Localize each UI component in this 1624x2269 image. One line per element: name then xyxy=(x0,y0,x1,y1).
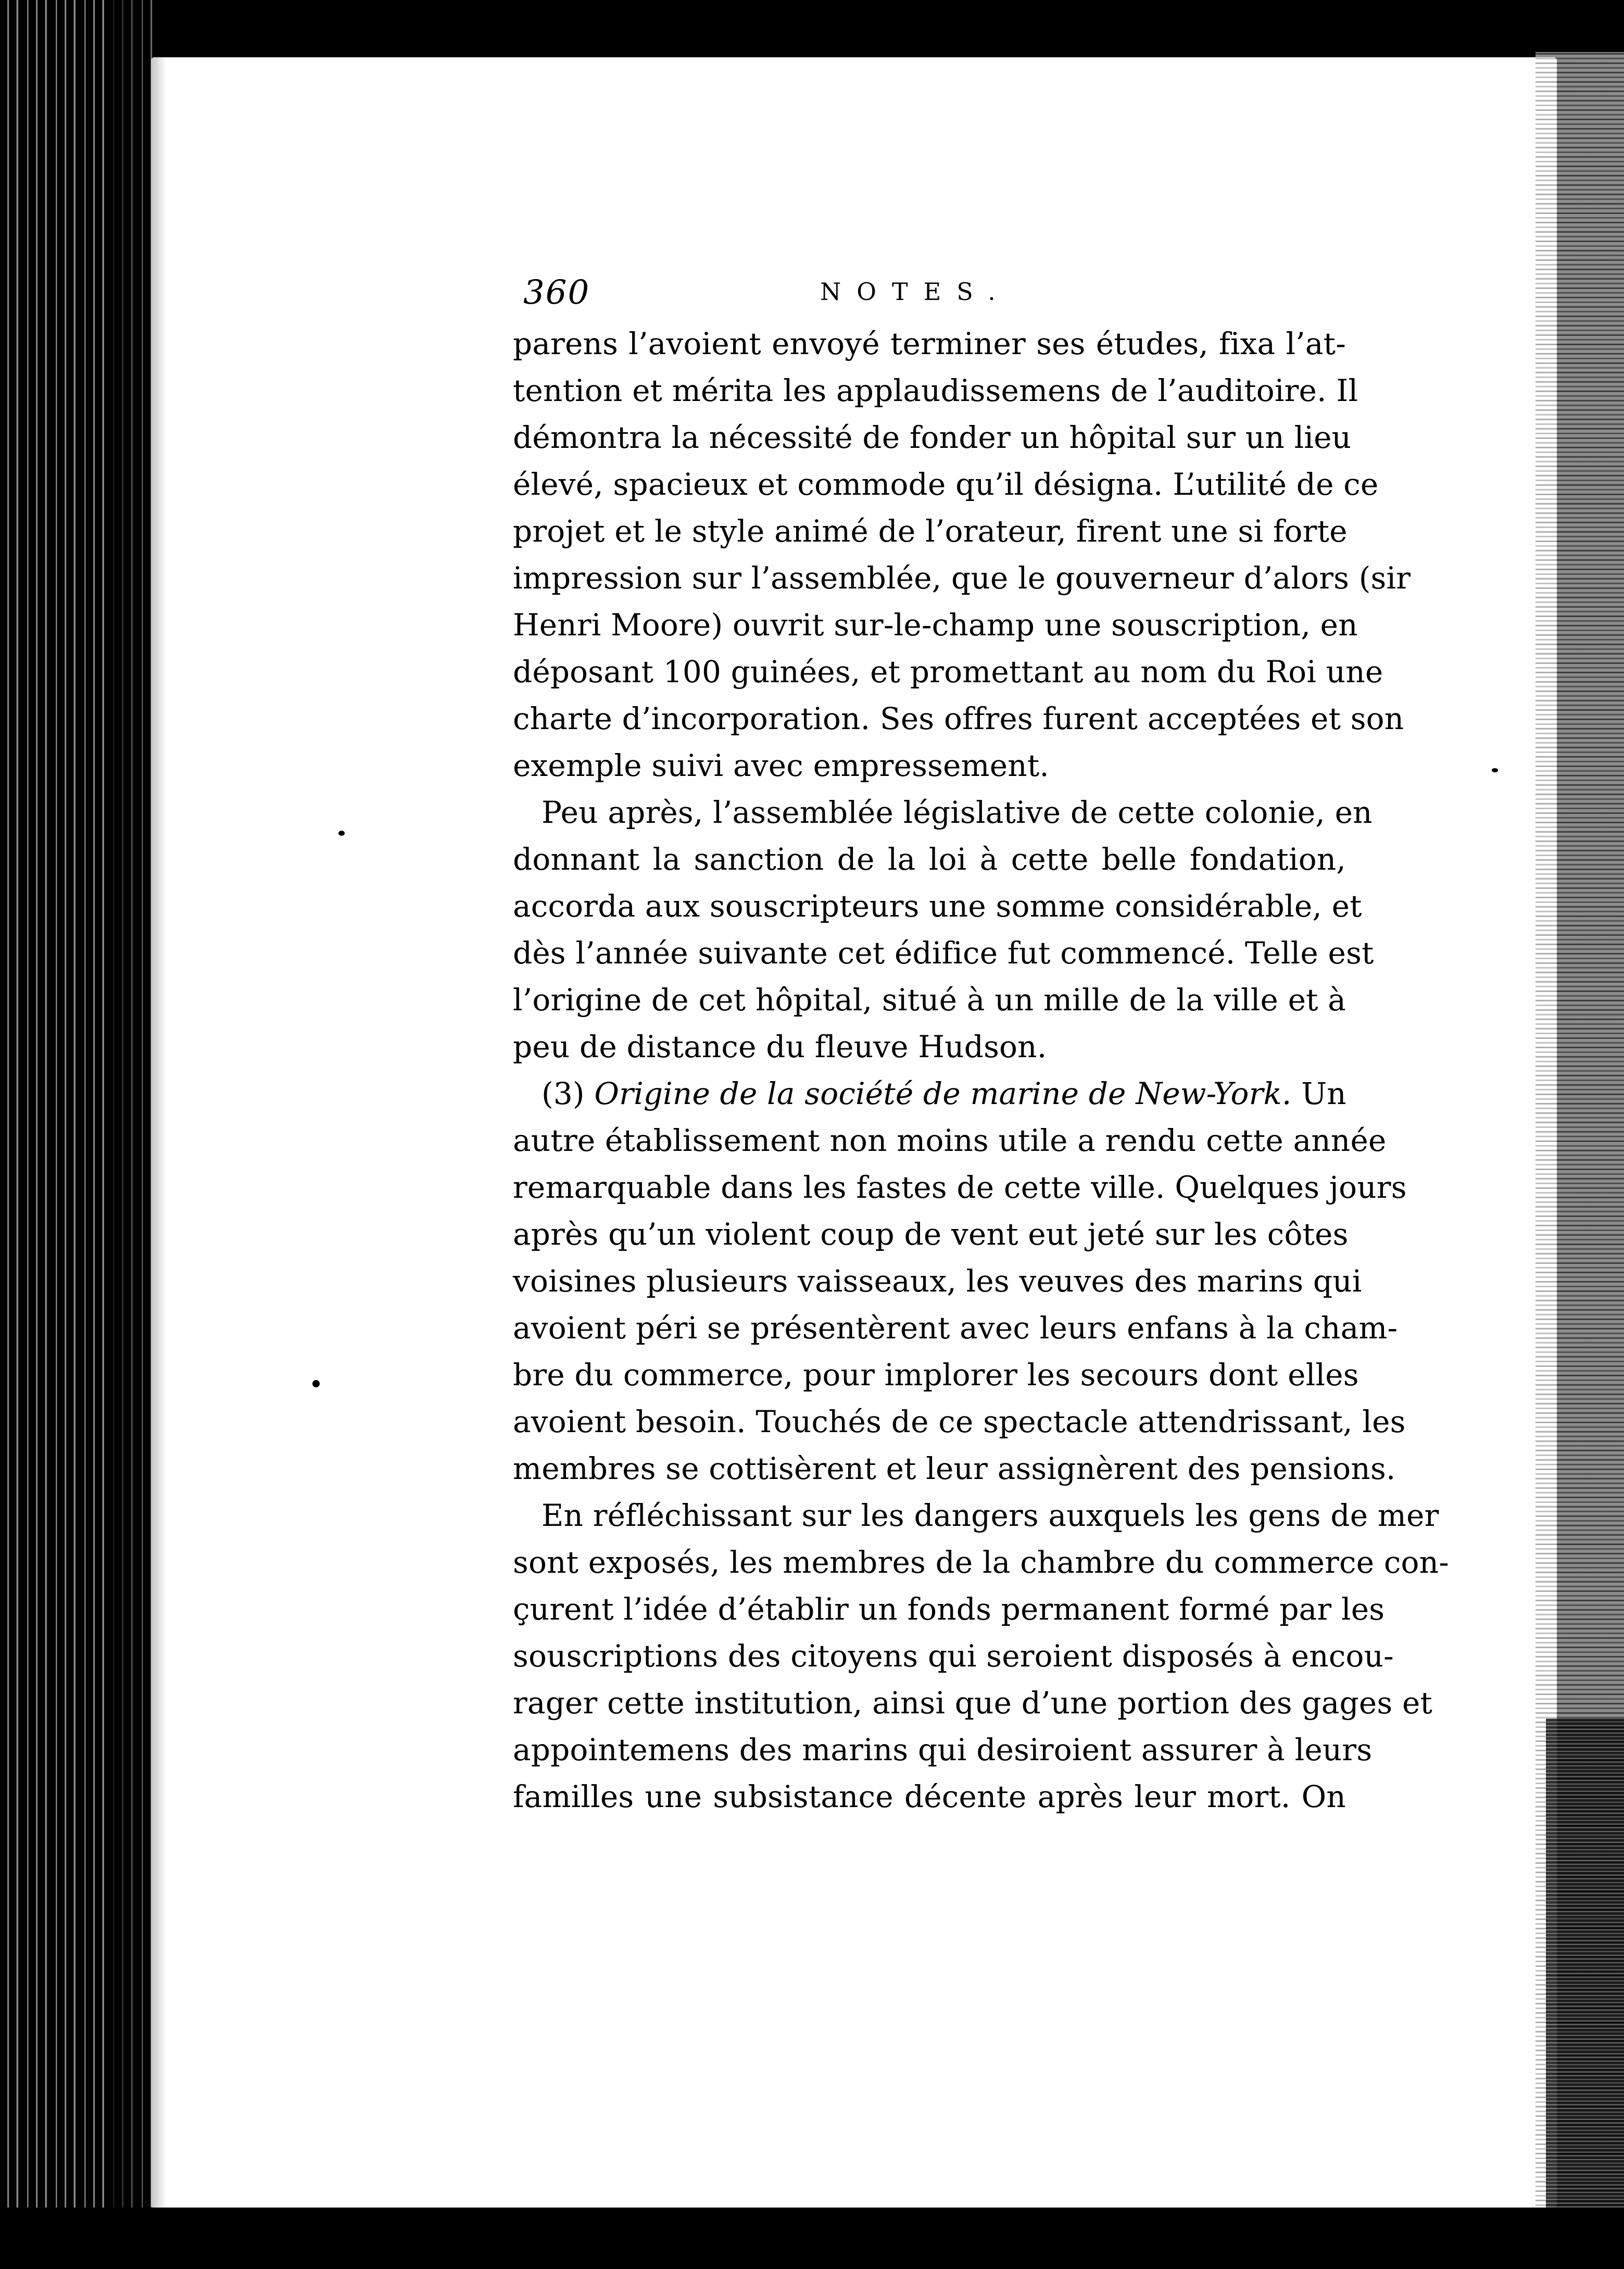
text-line: exemple suivi avec empressement. xyxy=(513,748,1049,783)
text-line: Peu après, l’assemblée législative de cette colonie, en xyxy=(542,795,1373,830)
right-page-stack-shadow xyxy=(1546,1719,1624,2213)
text-line: accorda aux souscripteurs une somme considérable, et xyxy=(513,888,1362,924)
text-line: donnant la sanction de la loi à cette belle fondation, xyxy=(513,842,1346,877)
text-line: projet et le style animé de l’orateur, firent une si forte xyxy=(513,513,1348,549)
text-line: démontra la nécessité de fonder un hôpital sur un lieu xyxy=(513,420,1352,455)
text-line: autre établissement non moins utile a rendu cette année xyxy=(513,1123,1387,1158)
text-line: sont exposés, les membres de la chambre du commerce con- xyxy=(513,1545,1450,1580)
binding-shadow xyxy=(104,0,167,2269)
note-heading-rest: Un xyxy=(1301,1076,1346,1111)
text-line: élevé, spacieux et commode qu’il désigna. L’utilité de ce xyxy=(513,467,1379,502)
paragraph-2 xyxy=(513,789,1374,1070)
page-number: 360 xyxy=(523,273,590,312)
text-line: parens l’avoient envoyé terminer ses études, fixa l’at- xyxy=(513,326,1346,361)
page-header xyxy=(513,273,1346,320)
text-line: après qu’un violent coup de vent eut jeté sur les côtes xyxy=(513,1217,1349,1252)
text-line: remarquable dans les fastes de cette ville. Quelques jours xyxy=(513,1170,1407,1205)
text-line: voisines plusieurs vaisseaux, les veuves des marins qui xyxy=(513,1263,1362,1299)
note-heading-line xyxy=(513,1070,1346,1117)
text-line: peu de distance du fleuve Hudson. xyxy=(513,1029,1047,1064)
paragraph-4 xyxy=(513,1492,1450,1820)
paragraph-3 xyxy=(513,1070,1407,1492)
text-line: En réfléchissant sur les dangers auxquels les gens de mer xyxy=(542,1498,1439,1533)
note-title: Origine de la société de marine de New-York. xyxy=(594,1076,1292,1111)
text-line: avoient péri se présentèrent avec leurs enfans à la cham- xyxy=(513,1310,1398,1346)
text-line: membres se cottisèrent et leur assignèrent des pensions. xyxy=(513,1451,1396,1486)
text-line: l’origine de cet hôpital, situé à un mille de la ville et à xyxy=(513,982,1346,1018)
text-line: tention et mérita les applaudissemens de l’auditoire. Il xyxy=(513,373,1358,408)
ink-speck xyxy=(312,1380,320,1387)
top-scan-edge xyxy=(0,0,1624,60)
text-line: rager cette institution, ainsi que d’une portion des gages et xyxy=(513,1685,1432,1721)
text-line: appointemens des marins qui desiroient assurer à leurs xyxy=(513,1732,1373,1767)
text-line: souscriptions des citoyens qui seroient disposés à encou- xyxy=(513,1638,1394,1674)
ink-speck xyxy=(338,831,345,836)
paragraph-1 xyxy=(513,320,1411,789)
running-head: NOTES. xyxy=(820,278,1011,306)
text-line: bre du commerce, pour implorer les secours dont elles xyxy=(513,1357,1359,1393)
bottom-scan-edge xyxy=(0,2208,1624,2269)
text-line: Henri Moore) ouvrit sur-le-champ une souscription, en xyxy=(513,607,1358,643)
page-text xyxy=(513,273,1450,1820)
text-line: çurent l’idée d’établir un fonds permanent formé par les xyxy=(513,1591,1385,1627)
text-line: familles une subsistance décente après leur mort. On xyxy=(513,1779,1346,1814)
text-line: dès l’année suivante cet édifice fut commencé. Telle est xyxy=(513,935,1374,971)
ink-speck xyxy=(1492,768,1498,772)
note-number: (3) xyxy=(542,1076,585,1111)
text-line: charte d’incorporation. Ses offres furent acceptées et son xyxy=(513,701,1404,736)
text-line: impression sur l’assemblée, que le gouverneur d’alors (sir xyxy=(513,560,1411,596)
text-line: avoient besoin. Touchés de ce spectacle attendrissant, les xyxy=(513,1404,1406,1439)
text-line: déposant 100 guinées, et promettant au nom du Roi une xyxy=(513,654,1383,690)
